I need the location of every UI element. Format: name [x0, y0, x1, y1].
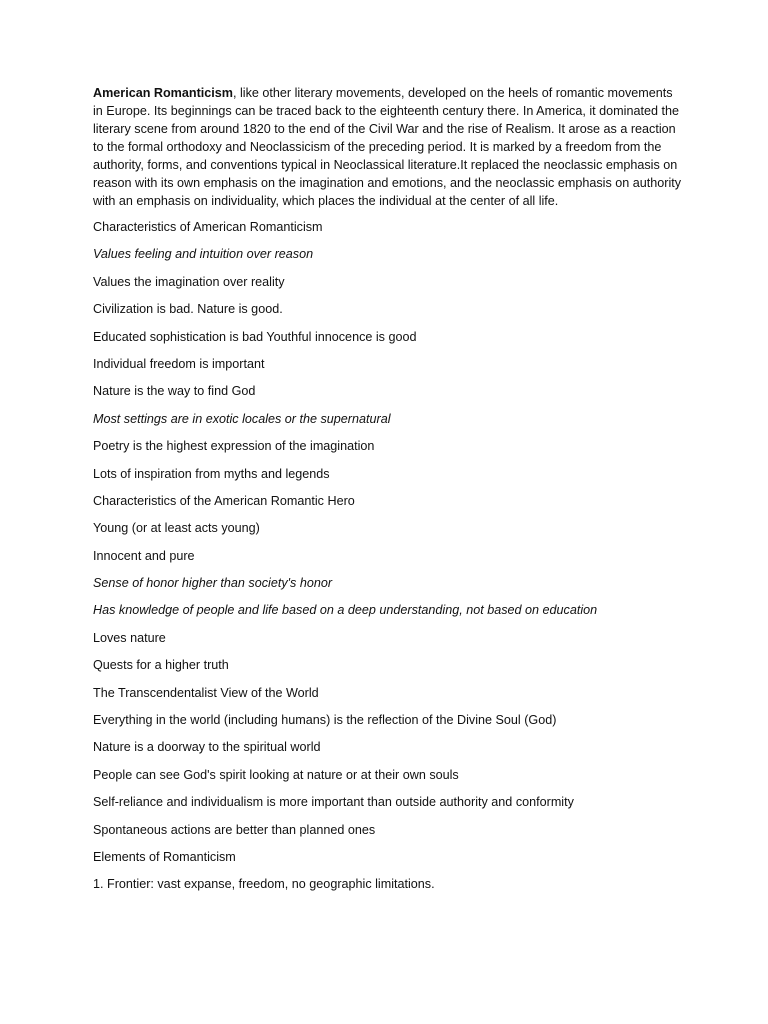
list-line: Civilization is bad. Nature is good. [93, 302, 283, 317]
list-line: Educated sophistication is bad Youthful innocence is good [93, 329, 417, 344]
section-heading-characteristics: Characteristics of American Romanticism [93, 220, 323, 234]
section-heading-romantic-hero: Characteristics of the American Romantic Hero [93, 493, 355, 508]
list-line: Spontaneous actions are better than planned ones [93, 822, 376, 837]
list-line: 1. Frontier: vast expanse, freedom, no geographic limitations. [93, 877, 435, 892]
list-line: Lots of inspiration from myths and legends [93, 466, 330, 481]
list-line: Everything in the world (including humans) is the reflection of the Divine Soul (God) [93, 713, 557, 728]
list-line: Quests for a higher truth [93, 658, 229, 673]
document-page [93, 84, 683, 903]
list-line: Young (or at least acts young) [93, 521, 260, 536]
intro-body-text: , like other literary movements, developed on the heels of romantic movements in Europe. Its beginnings can be traced back to the eighteenth century there. In America, it dominated the literary scene from around 1820 to the end of the Civil War and the rise of Realism. It arose as a reaction to the formal orthodoxy and Neoclassicism of the preceding period. It is marked by a freedom from the authority, forms, and conventions typical in Neoclassical literature.It replaced the neoclassic emphasis on reason with its own emphasis on the imagination and emotions, and the neoclassic emphasis on authority with an emphasis on individuality, which places the individual at the center of all life. [93, 86, 682, 208]
list-line: Nature is the way to find God [93, 384, 256, 399]
list-line: Innocent and pure [93, 548, 195, 563]
intro-paragraph [93, 84, 683, 210]
section-heading-transcendentalist: The Transcendentalist View of the World [93, 685, 319, 700]
list-line: Nature is a doorway to the spiritual world [93, 740, 321, 755]
list-line: Self-reliance and individualism is more important than outside authority and conformity [93, 795, 574, 810]
section-heading-elements: Elements of Romanticism [93, 849, 236, 864]
intro-lead-term: American Romanticism [93, 86, 233, 100]
list-line: Most settings are in exotic locales or the supernatural [93, 411, 391, 426]
list-line: Loves nature [93, 630, 166, 645]
list-line: People can see God's spirit looking at nature or at their own souls [93, 767, 459, 782]
list-line: Poetry is the highest expression of the imagination [93, 439, 375, 454]
list-line: Sense of honor higher than society's honor [93, 576, 333, 591]
list-line: Values feeling and intuition over reason [93, 247, 314, 262]
list-line: Individual freedom is important [93, 356, 265, 371]
list-line: Has knowledge of people and life based on a deep understanding, not based on education [93, 603, 598, 618]
list-line: Values the imagination over reality [93, 274, 285, 289]
